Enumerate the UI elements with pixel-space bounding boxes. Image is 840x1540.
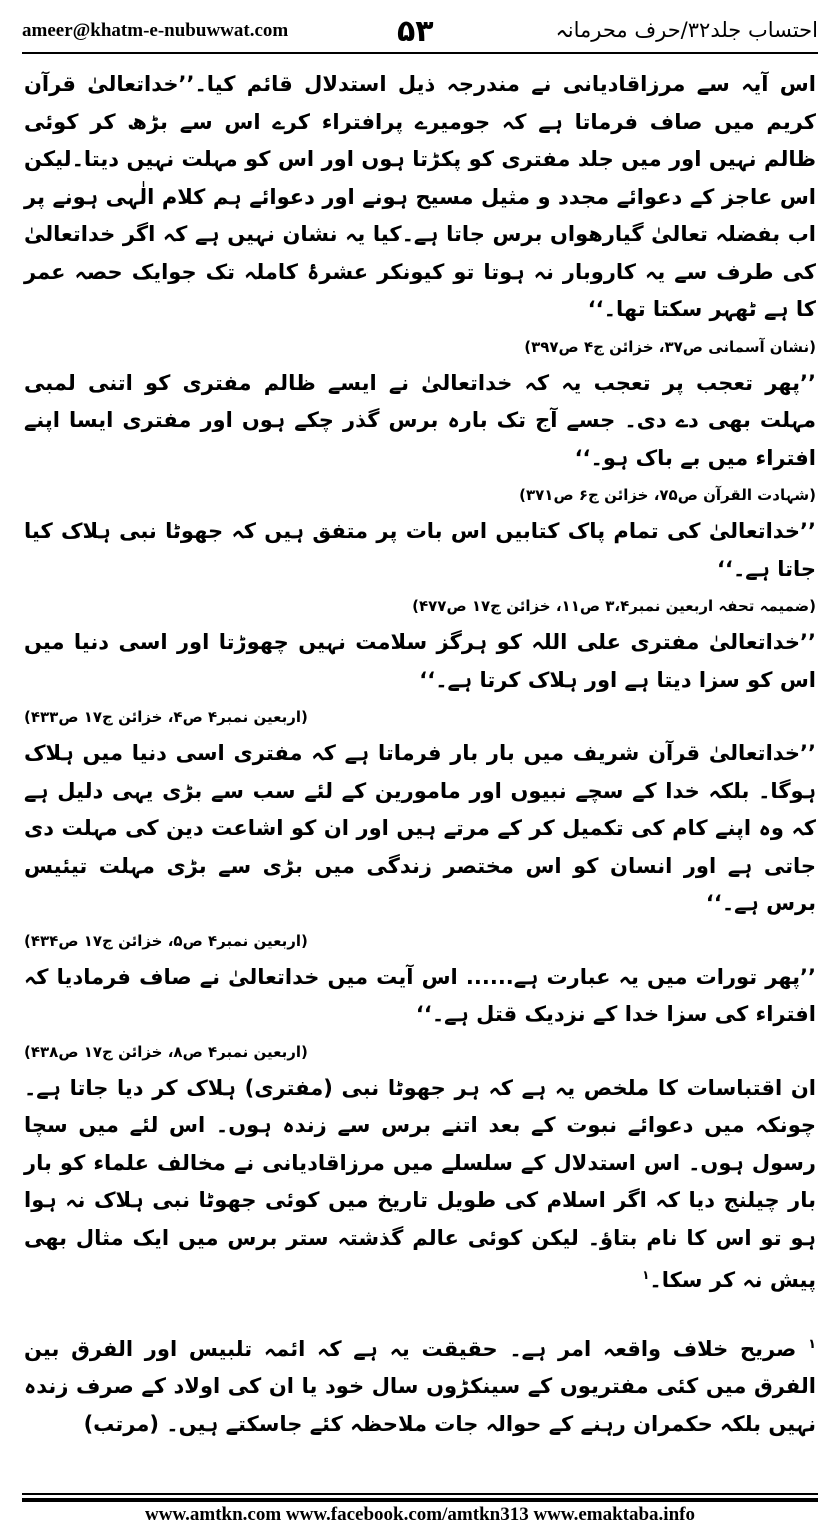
header-divider (22, 52, 818, 54)
reference-6: (اربعین نمبر۴ ص۸، خزائن ج۱۷ ص۴۳۸) (24, 1042, 308, 1061)
book-title: احتساب جلد۳۲/حرف محرمانہ (555, 18, 818, 42)
footer-links: www.amtkn.com www.facebook.com/amtkn313 www.emaktaba.info (145, 1504, 695, 1525)
reference-2: (شہادت القرآن ص۷۵، خزائن ج۶ ص۳۷۱) (519, 486, 816, 504)
footnote-marker: ۱ (642, 1268, 650, 1282)
reference-3: (ضمیمہ تحفہ اربعین نمبر۳،۴ ص۱۱، خزائن ج۱۷ ص۴۷۷) (412, 597, 816, 615)
paragraph-6: ’’پھر تورات میں یہ عبارت ہے...... اس آیت میں خداتعالیٰ نے صاف فرمادیا کہ افتراء کی سزا خدا کے نزدیک قتل ہے۔‘‘ (24, 964, 816, 1026)
footnote-gap (24, 1300, 816, 1326)
footer-divider-thin (22, 1493, 818, 1495)
paragraph-2: ’’پھر تعجب پر تعجب یہ کہ خداتعالیٰ نے ایسے ظالم مفتری کو اتنی لمبی مہلت بھی دے دی۔ جسے آج تک بارہ برس گذر چکے ہوں اور مفتری ایسا اپنے افتراء میں بے باک ہو۔‘‘ (24, 370, 816, 470)
paragraph-1: اس آیہ سے مرزاقادیانی نے مندرجہ ذیل استدلال قائم کیا۔’’خداتعالیٰ قرآن کریم میں صاف فرماتا ہے کہ جومیرے پرافتراء کرے اس سے بڑھ کر کوئی ظالم نہیں اور میں جلد مفتری کو پکڑتا ہوں اور اس کو مہلت نہیں دیتا۔لیکن اس عاجز کے دعوائے مجدد و مثیل مسیح ہونے اور دعوائے ہم کلام الٰہی ہونے پر اب بفضلہ تعالیٰ گیارھواں برس جاتا ہے۔کیا یہ نشان نہیں ہے کہ اگر خداتعالیٰ کی طرف سے یہ کاروبار نہ ہوتا تو کیونکر عشرۂ کاملہ تک جوایک حصہ عمر کا ہے ٹھہر سکتا تھا۔‘‘ (24, 72, 816, 321)
footer-divider-thick (22, 1498, 818, 1502)
reference-5: (اربعین نمبر۴ ص۵، خزائن ج۱۷ ص۴۳۴) (24, 931, 308, 950)
footnote-text: صریح خلاف واقعہ امر ہے۔ حقیقت یہ ہے کہ ائمہ تلبیس اور الفرق بین الفرق میں کئی مفتریوں کے سینکڑوں سال خود یا ان کی اولاد کے صرف زندہ نہیں بلکہ حکمران رہنے کے حوالہ جات ملاحظہ کئے جاسکتے ہیں۔ (مرتب) (24, 1336, 816, 1436)
paragraph-3: ’’خداتعالیٰ کی تمام پاک کتابیں اس بات پر متفق ہیں کہ جھوٹا نبی ہلاک کیا جاتا ہے۔‘‘ (24, 519, 816, 581)
header-email: ameer@khatm-e-nubuwwat.com (22, 20, 289, 41)
reference-4: (اربعین نمبر۴ ص۴، خزائن ج۱۷ ص۴۳۳) (24, 708, 308, 726)
page-number: ۵۳ (397, 14, 434, 49)
paragraph-5: ’’خداتعالیٰ قرآن شریف میں بار بار فرماتا ہے کہ مفتری اسی دنیا میں ہلاک ہوگا۔ بلکہ خدا کے سچے نبیوں اور مامورین کے لئے سب سے بڑی یہی دلیل ہے کہ وہ اپنے کام کی تکمیل کر کے مرتے ہیں اور ان کو اشاعت دین کی مہلت دی جاتی ہے اور انسان کو اس مختصر زندگی میں بڑی سے بڑی مہلت تیئیس برس ہے۔‘‘ (24, 741, 816, 915)
page-header (22, 14, 818, 50)
paragraph-4: ’’خداتعالیٰ مفتری علی اللہ کو ہرگز سلامت نہیں چھوڑتا اور اسی دنیا میں اس کو سزا دیتا ہے اور ہلاک کرتا ہے۔‘‘ (24, 630, 816, 692)
page-body (24, 66, 816, 1443)
paragraph-7 (24, 1070, 816, 1300)
reference-1: (نشان آسمانی ص۳۷، خزائن ج۴ ص۳۹۷) (524, 337, 816, 356)
paragraph-7-text: ان اقتباسات کا ملخص یہ ہے کہ ہر جھوٹا نبی (مفتری) ہلاک کر دیا جاتا ہے۔ چونکہ میں دعوائے نبوت کے بعد اتنے برس سے زندہ ہوں۔ اس لئے میں سچا رسول ہوں۔ اس استدلال کے سلسلے میں مرزاقادیانی نے مخالف علماء کو بار بار چیلنج دیا کہ اگر اسلام کی طویل تاریخ میں کوئی جھوٹا نبی ہلاک نہ ہوا ہو تو اس کا نام بتاؤ۔ لیکن کوئی عالم گذشتہ ستر برس میں ایک مثال بھی پیش نہ کر سکا۔ (24, 1075, 816, 1292)
footnote-number: ۱ (808, 1336, 817, 1352)
footnote (24, 1326, 816, 1444)
